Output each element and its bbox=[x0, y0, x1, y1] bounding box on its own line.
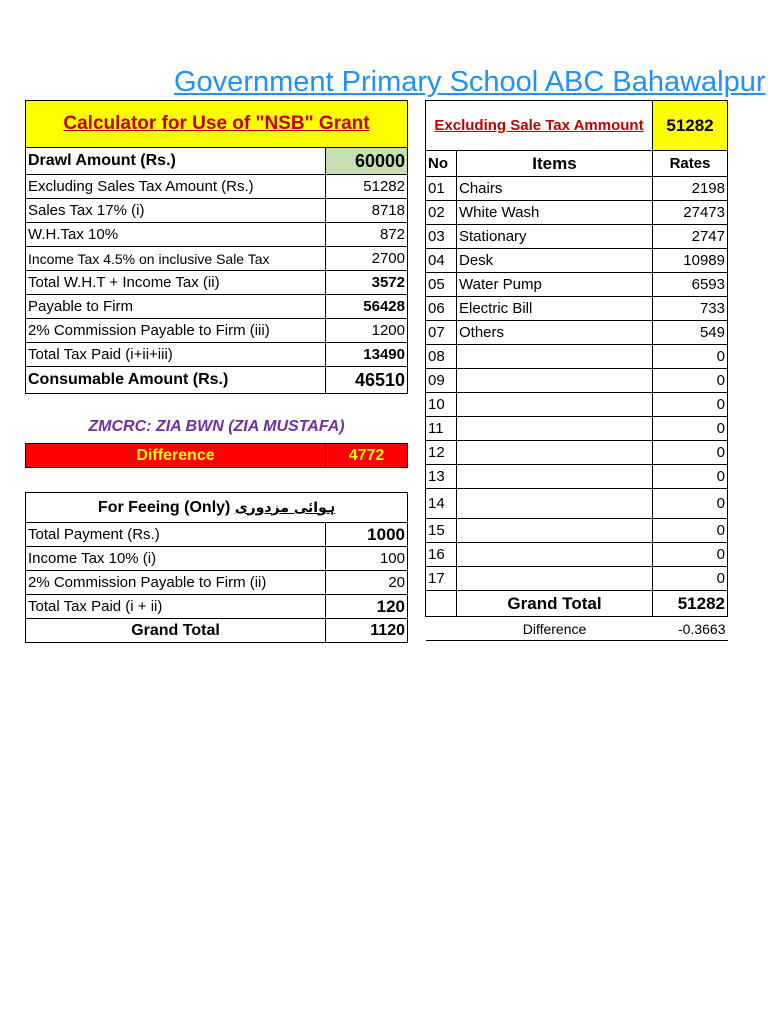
row-no: 07 bbox=[426, 321, 457, 345]
row-rate: 0 bbox=[653, 465, 728, 489]
row-item: Stationary bbox=[457, 225, 653, 249]
row-rate: 10989 bbox=[653, 249, 728, 273]
calculator-table bbox=[25, 100, 408, 394]
row-label: Sales Tax 17% (i) bbox=[26, 199, 326, 223]
row-item: Water Pump bbox=[457, 273, 653, 297]
row-label: Total Tax Paid (i+ii+iii) bbox=[26, 343, 326, 367]
row-label: Total Payment (Rs.) bbox=[26, 523, 326, 547]
drawl-amount-value: 60000 bbox=[326, 148, 408, 175]
row-rate: 0 bbox=[653, 393, 728, 417]
row-item bbox=[457, 465, 653, 489]
row-label: Payable to Firm bbox=[26, 295, 326, 319]
row-no: 04 bbox=[426, 249, 457, 273]
items-difference-label: Difference bbox=[457, 617, 653, 641]
row-rate: 0 bbox=[653, 441, 728, 465]
difference-label: Difference bbox=[26, 444, 326, 468]
feeing-table bbox=[25, 492, 408, 643]
row-item bbox=[457, 417, 653, 441]
row-rate: 0 bbox=[653, 345, 728, 369]
page-title: Government Primary School ABC Bahawalpur bbox=[174, 66, 766, 98]
row-value: 13490 bbox=[326, 343, 408, 367]
row-value: 1200 bbox=[326, 319, 408, 343]
items-table bbox=[425, 100, 728, 641]
difference-table bbox=[25, 443, 408, 468]
feeing-header bbox=[26, 493, 408, 523]
feeing-header-urdu: ہوائی مزدوری bbox=[234, 499, 336, 516]
row-rate: 0 bbox=[653, 369, 728, 393]
row-item bbox=[457, 369, 653, 393]
row-item: Chairs bbox=[457, 177, 653, 201]
consumable-amount-label: Consumable Amount (Rs.) bbox=[26, 367, 326, 394]
row-no: 01 bbox=[426, 177, 457, 201]
difference-blank bbox=[426, 617, 457, 641]
row-label: Income Tax 4.5% on inclusive Sale Tax bbox=[26, 247, 326, 271]
col-items: Items bbox=[457, 151, 653, 177]
row-label: Total W.H.T + Income Tax (ii) bbox=[26, 271, 326, 295]
row-value: 3572 bbox=[326, 271, 408, 295]
items-difference-value: -0.3663 bbox=[653, 617, 728, 641]
row-item bbox=[457, 543, 653, 567]
row-no: 11 bbox=[426, 417, 457, 441]
row-rate: 0 bbox=[653, 567, 728, 591]
row-value: 56428 bbox=[326, 295, 408, 319]
row-label: Income Tax 10% (i) bbox=[26, 547, 326, 571]
row-no: 15 bbox=[426, 519, 457, 543]
row-rate: 0 bbox=[653, 417, 728, 441]
row-item: Electric Bill bbox=[457, 297, 653, 321]
row-rate: 0 bbox=[653, 489, 728, 519]
row-rate: 549 bbox=[653, 321, 728, 345]
row-item bbox=[457, 441, 653, 465]
row-value: 8718 bbox=[326, 199, 408, 223]
row-no: 17 bbox=[426, 567, 457, 591]
items-header-label: Excluding Sale Tax Ammount bbox=[426, 101, 653, 151]
row-rate: 2747 bbox=[653, 225, 728, 249]
row-item bbox=[457, 567, 653, 591]
row-value: 2700 bbox=[326, 247, 408, 271]
row-label: Total Tax Paid (i + ii) bbox=[26, 595, 326, 619]
row-no: 02 bbox=[426, 201, 457, 225]
row-rate: 0 bbox=[653, 519, 728, 543]
grand-total-value: 1120 bbox=[326, 619, 408, 643]
row-value: 872 bbox=[326, 223, 408, 247]
row-rate: 733 bbox=[653, 297, 728, 321]
row-rate: 0 bbox=[653, 543, 728, 567]
row-item: Desk bbox=[457, 249, 653, 273]
row-label: 2% Commission Payable to Firm (iii) bbox=[26, 319, 326, 343]
row-label: W.H.Tax 10% bbox=[26, 223, 326, 247]
row-no: 14 bbox=[426, 489, 457, 519]
row-item: White Wash bbox=[457, 201, 653, 225]
zmcrc-label: ZMCRC: ZIA BWN (ZIA MUSTAFA) bbox=[88, 418, 345, 435]
row-no: 10 bbox=[426, 393, 457, 417]
row-no: 06 bbox=[426, 297, 457, 321]
row-rate: 6593 bbox=[653, 273, 728, 297]
row-value: 51282 bbox=[326, 175, 408, 199]
row-value: 120 bbox=[326, 595, 408, 619]
items-grand-total-label: Grand Total bbox=[457, 591, 653, 617]
grand-total-label: Grand Total bbox=[26, 619, 326, 643]
row-no: 09 bbox=[426, 369, 457, 393]
row-item bbox=[457, 489, 653, 519]
difference-value: 4772 bbox=[326, 444, 408, 468]
row-label: Excluding Sales Tax Amount (Rs.) bbox=[26, 175, 326, 199]
row-no: 16 bbox=[426, 543, 457, 567]
col-no: No bbox=[426, 151, 457, 177]
feeing-header-label: For Feeing (Only) bbox=[97, 498, 231, 516]
calculator-header: Calculator for Use of "NSB" Grant bbox=[26, 101, 408, 148]
row-no: 03 bbox=[426, 225, 457, 249]
row-item bbox=[457, 393, 653, 417]
row-rate: 27473 bbox=[653, 201, 728, 225]
row-value: 100 bbox=[326, 547, 408, 571]
row-item bbox=[457, 519, 653, 543]
row-no: 08 bbox=[426, 345, 457, 369]
row-value: 20 bbox=[326, 571, 408, 595]
col-rates: Rates bbox=[653, 151, 728, 177]
row-rate: 2198 bbox=[653, 177, 728, 201]
items-grand-total-value: 51282 bbox=[653, 591, 728, 617]
row-no: 05 bbox=[426, 273, 457, 297]
row-item: Others bbox=[457, 321, 653, 345]
row-item bbox=[457, 345, 653, 369]
row-value: 1000 bbox=[326, 523, 408, 547]
grand-total-blank bbox=[426, 591, 457, 617]
row-label: 2% Commission Payable to Firm (ii) bbox=[26, 571, 326, 595]
row-no: 12 bbox=[426, 441, 457, 465]
row-no: 13 bbox=[426, 465, 457, 489]
items-header-value: 51282 bbox=[653, 101, 728, 151]
consumable-amount-value: 46510 bbox=[326, 367, 408, 394]
drawl-amount-label: Drawl Amount (Rs.) bbox=[26, 148, 326, 175]
